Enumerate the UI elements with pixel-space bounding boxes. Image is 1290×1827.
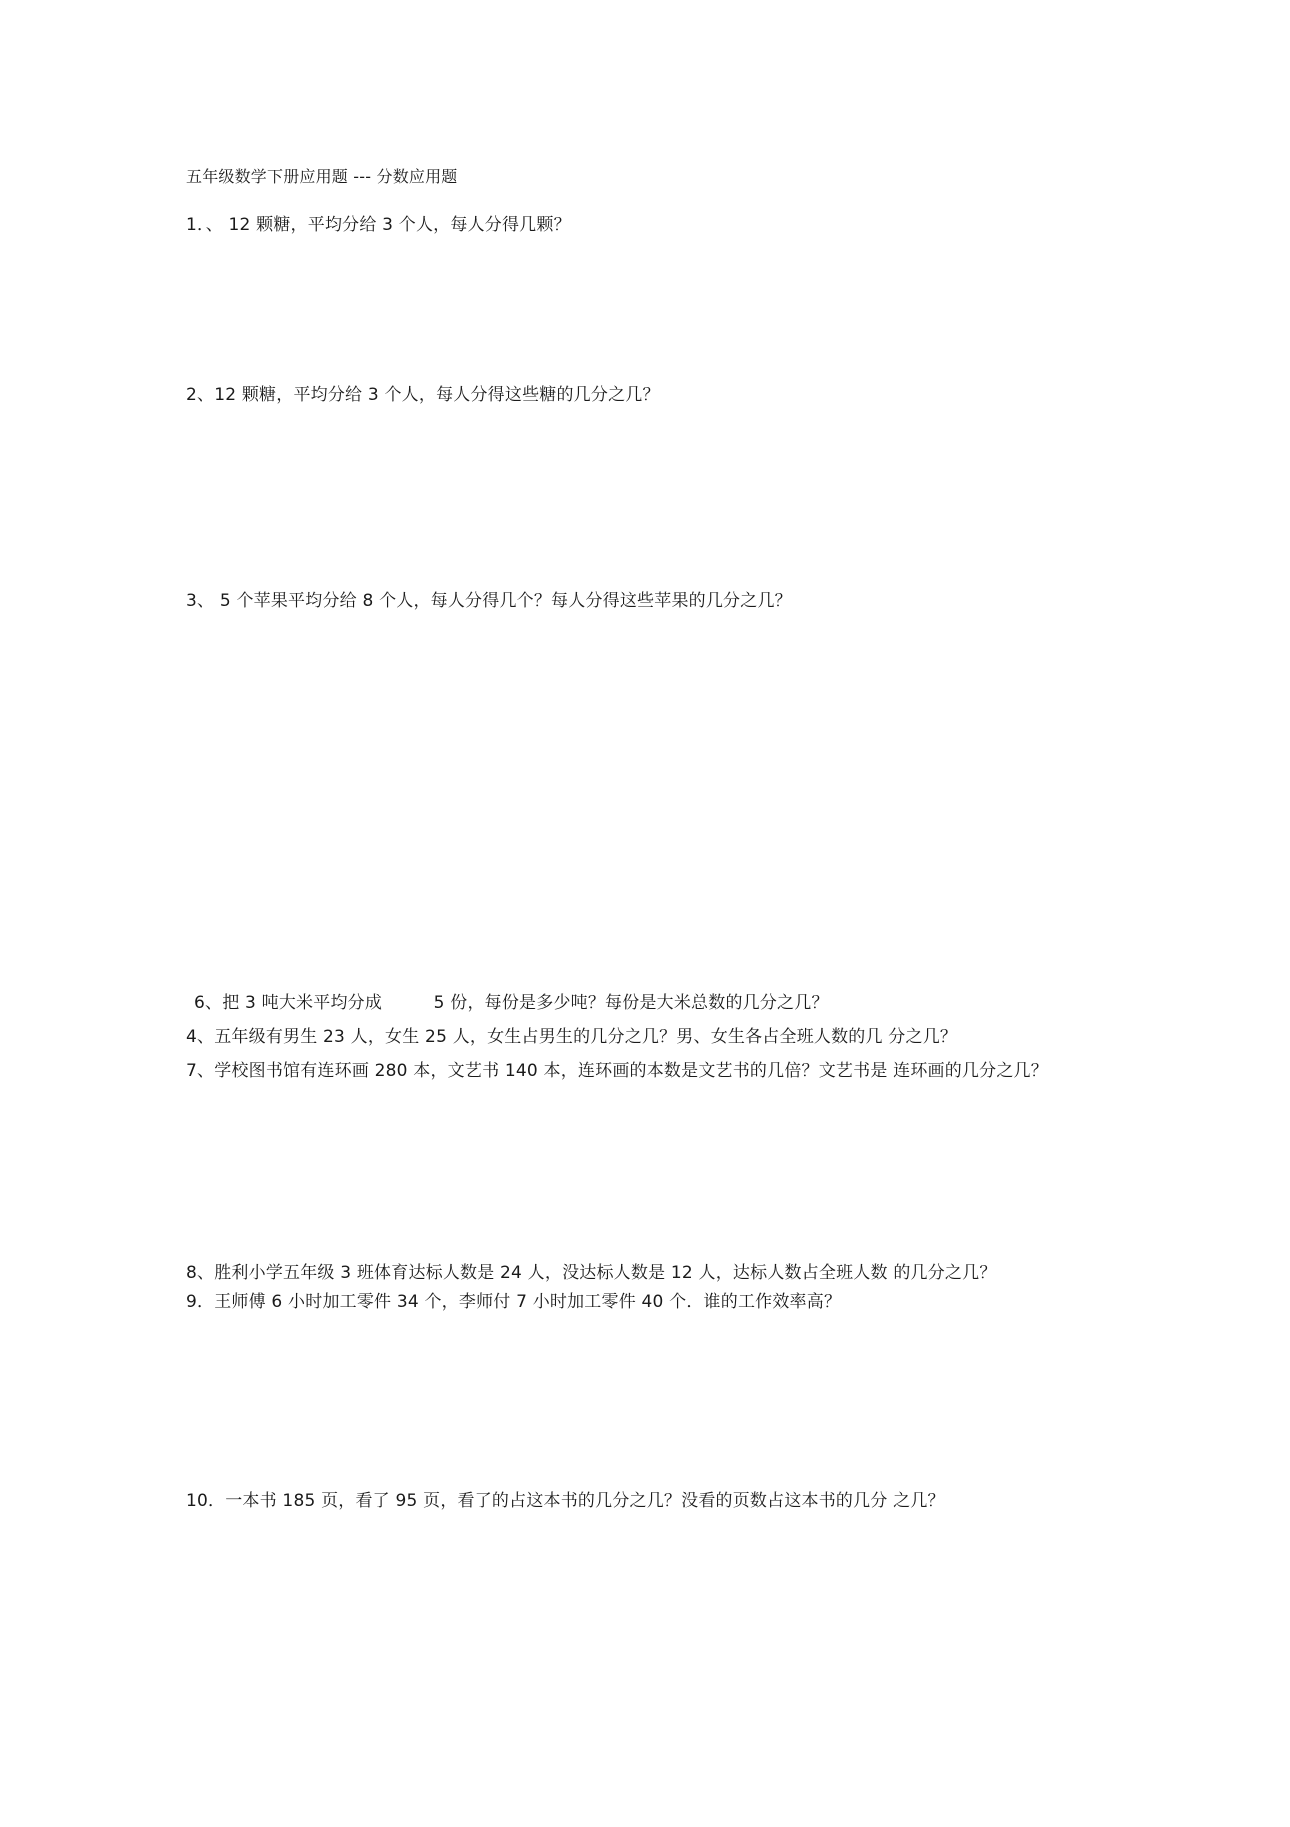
- question-9: 9．王师傅 6 小时加工零件 34 个，李师付 7 小时加工零件 40 个．谁的工作效率高？: [186, 1292, 842, 1312]
- question-8: 8、胜利小学五年级 3 班体育达标人数是 24 人，没达标人数是 12 人，达标人数占全班人数 的几分之几？: [186, 1263, 997, 1283]
- question-6: 6、把 3 吨大米平均分成 5 份，每份是多少吨？每份是大米总数的几分之几？: [194, 993, 829, 1013]
- question-7: 7、学校图书馆有连环画 280 本，文艺书 140 本，连环画的本数是文艺书的几倍？文艺书是 连环画的几分之几？: [186, 1061, 1048, 1081]
- question-4: 4、五年级有男生 23 人，女生 25 人，女生占男生的几分之几？男、女生各占全班人数的几 分之几？: [186, 1027, 958, 1047]
- question-3: 3、 5 个苹果平均分给 8 个人，每人分得几个？每人分得这些苹果的几分之几？: [186, 591, 792, 611]
- question-10: 10．一本书 185 页，看了 95 页，看了的占这本书的几分之几？没看的页数占这本书的几分 之几？: [186, 1491, 945, 1511]
- page-title: 五年级数学下册应用题 --- 分数应用题: [186, 167, 458, 186]
- question-2: 2、12 颗糖，平均分给 3 个人，每人分得这些糖的几分之几？: [186, 385, 660, 405]
- question-1: 1．、 12 颗糖，平均分给 3 个人，每人分得几颗？: [186, 215, 571, 235]
